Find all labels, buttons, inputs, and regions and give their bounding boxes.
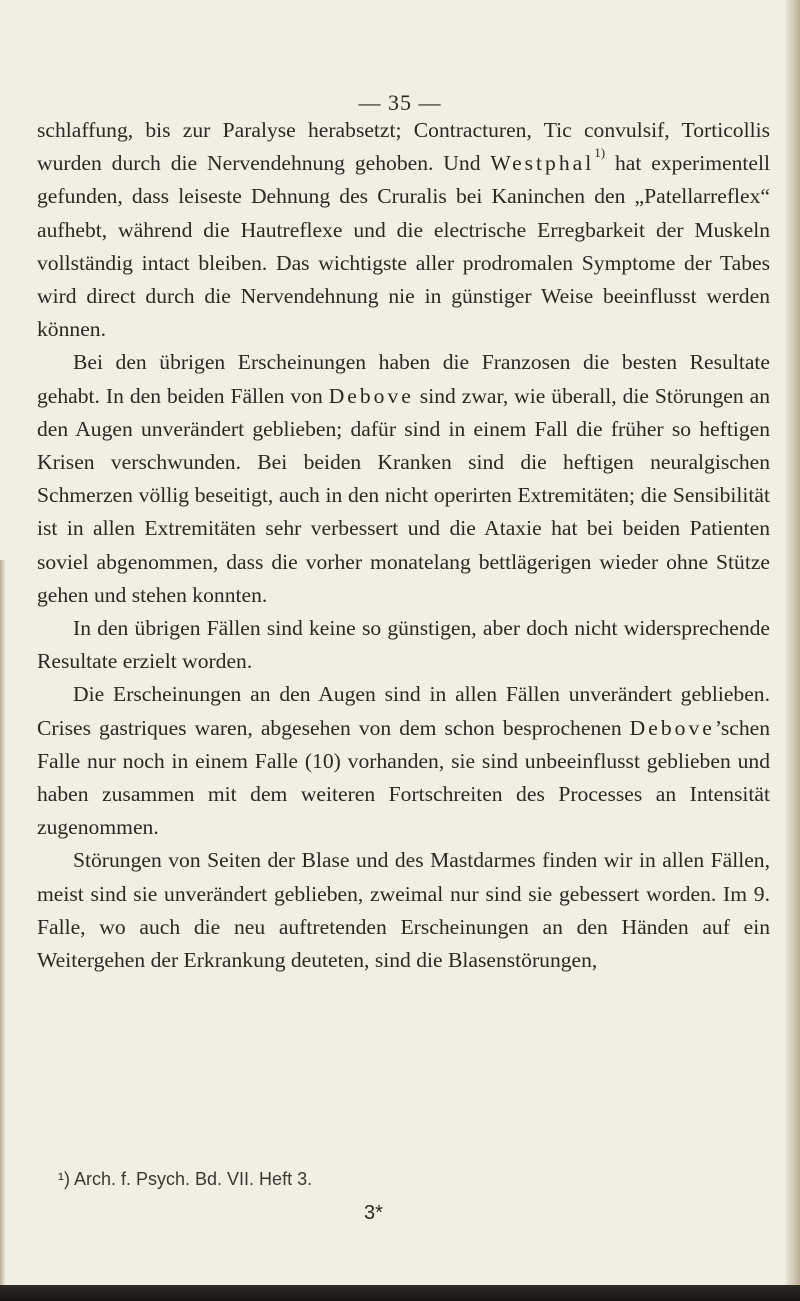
body-text [37, 114, 770, 977]
paragraph-text: sind zwar, wie überall, die Störungen an den Augen unverändert geblieben; dafür sind in einem Fall die früher so heftigen Krisen verschwunden. Bei beiden Kranken sind die heftigen neuralgischen Schmerzen völlig beseitigt, auch in den nicht operirten Extremitäten; die Sensibilität ist in allen Extremitäten sehr verbessert und die Ataxie hat bei beiden Patienten soviel abgenommen, dass die vorher monatelang bettlägerigen wieder ohne Stütze gehen und stehen konnten. [37, 383, 770, 607]
paragraph-text: In den übrigen Fällen sind keine so günstigen, aber doch nicht widersprechende Resultate erzielt worden. [37, 616, 770, 674]
page-edge-shadow-right [786, 0, 800, 1301]
page-number: — 35 — [358, 90, 442, 115]
paragraph-text: ’schen Falle nur noch in einem Falle (10) vorhanden, sie sind unbeeinflusst geblieben und haben zusammen mit dem weiteren Fortschreiten des Processes an Intensität zugenommen. [37, 715, 770, 840]
paragraph-text: schlaffung, bis zur Paralyse herabsetzt; Contracturen, Tic convulsif, Torticollis wurden durch die Nervendehnung gehoben. Und [37, 118, 770, 176]
paragraph-text: hat experimentell gefunden, dass leiseste Dehnung des Cruralis bei Kaninchen den „Patellarreflex“ aufhebt, während die Hautreflexe und die electrische Erregbarkeit der Muskeln vollständig intact bleiben. Das wichtigste aller prodromalen Symptome der Tabes wird direct durch die Nervendehnung nie in günstiger Weise beeinflusst werden können. [37, 151, 771, 342]
author-name: Westphal [490, 151, 595, 176]
paragraph [37, 346, 770, 612]
page-edge-shadow-left [0, 560, 5, 1301]
paragraph [37, 612, 770, 678]
paragraph [37, 844, 770, 977]
scan-bottom-border [0, 1285, 800, 1301]
author-name: Debove [328, 383, 414, 408]
paragraph-text: Störungen von Seiten der Blase und des Mastdarmes finden wir in allen Fällen, meist sind sie unverändert geblieben, zweimal nur sind sie gebessert worden. Im 9. Falle, wo auch die neu auftretenden Erscheinungen an den Händen auf ein Weitergehen der Erkrankung deuteten, sind die Blasenstörungen, [37, 848, 770, 973]
paragraph [37, 678, 770, 844]
footnote-ref: 1) [594, 145, 606, 161]
paragraph [37, 114, 770, 346]
paragraph-text: Bei den übrigen Erscheinungen haben die Franzosen die besten Resultate gehabt. In den beiden Fällen von [37, 350, 770, 408]
signature-mark: 3* [364, 1202, 383, 1224]
footnote: ¹) Arch. f. Psych. Bd. VII. Heft 3. [58, 1169, 313, 1189]
paragraph-text: Die Erscheinungen an den Augen sind in allen Fällen unverändert geblieben. Crises gastriques waren, abgesehen von dem schon besprochenen [37, 682, 770, 740]
author-name: Debove [629, 715, 715, 740]
